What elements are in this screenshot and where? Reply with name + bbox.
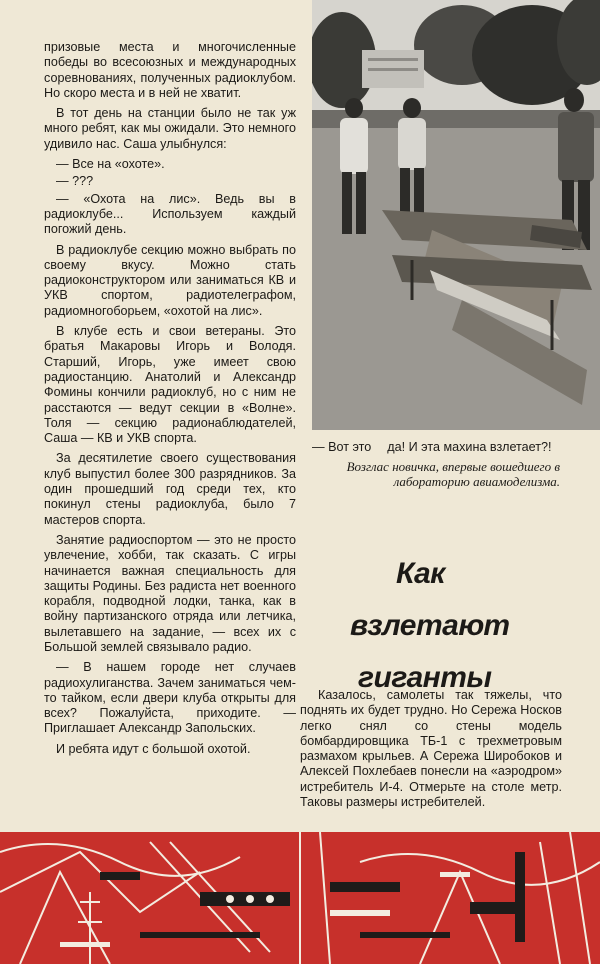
paragraph: И ребята идут с большой охотой. — [56, 741, 251, 756]
paragraph: Казалось, самолеты так тяжелы, что поднять их будет трудно. Но Сережа Носков легко снял со стены модель бомбардировщика ТБ-1 с трехметровым размахом крыльев. А Сережа Широбоков и Алексей Похлебаев понесли на «аэродром» истребитель И-4. Отмерьте на столе метр. Таковы размеры истребителей. — [300, 688, 562, 810]
quote-caption: Возглас новичка, впервые вошедшего в лабораторию авиамоделизма. — [346, 459, 560, 490]
headline-line-3: гиганты — [358, 661, 492, 694]
photo-illustration — [312, 0, 600, 430]
paragraph: За десятилетие своего существования клуб выпустил более 300 разрядников. За один прошедший год среди тех, кто покинул стены радиоклуба, было 7 мастеров спорта. — [44, 451, 296, 527]
article-headline — [330, 548, 560, 704]
quote-block — [312, 440, 560, 489]
photo-boys-with-model-aircraft — [312, 0, 600, 430]
paragraph: В тот день на станции было не так уж много ребят, как мы ожидали. Это немного удивило нас. Саша улыбнулся: — [44, 106, 296, 151]
paragraph: — В нашем городе нет случаев радиохулиганства. Зачем заниматься чем-то тайком, если двери клуба открыты для всех? Пожалуйста, приходите. — Приглашает Александр Запольских. — [44, 660, 296, 736]
paragraph: — «Охота на лис». Ведь вы в радиоклубе... Используем каждый погожий день. — [44, 191, 296, 237]
left-text-column — [44, 40, 296, 762]
paragraph: В радиоклубе секцию можно выбрать по своему вкусу. Можно стать радиоконструктором или заниматься КВ и УКВ спортом, радиотелеграфом, радиомногоборьем, «охотой на лис». — [44, 242, 296, 318]
headline-line-2: взлетают — [350, 609, 510, 642]
banner-artwork — [0, 832, 600, 964]
paragraph: — Все на «охоте». — [56, 157, 165, 172]
paragraph: — ??? — [56, 174, 94, 189]
right-text-column — [300, 688, 562, 810]
decorative-banner-illustration — [0, 832, 600, 964]
paragraph: В клубе есть и свои ветераны. Это братья Макаровы Игорь и Володя. Старший, Игорь, уже имеет свою радиостанцию. Анатолий и Александр Фомины кончили радиоклуб, но с ним не расстаются — ведут секции в «Волне». Толя — секцию радионаблюдателей, Саша — КВ и УКВ спорта. — [44, 324, 296, 446]
headline-line-1: Как — [396, 557, 445, 590]
quote-part-2: да! И эта махина взлетает?! — [387, 440, 552, 454]
paragraph: Занятие радиоспортом — это не просто увлечение, хобби, так сказать. С игры начинается важная специальность для защиты Родины. Без радиста нет военного корабля, подводной лодки, танка, как в войну партизанского отряда или летчика, вылетавшего на задание, — всех их с Большой землей связывало радио. — [44, 532, 296, 654]
quote-text — [312, 440, 560, 455]
quote-part-1: — Вот это — [312, 440, 372, 454]
paragraph: призовые места и многочисленные победы во всесоюзных и международных соревнованиях, полученных радиоклубом. Но скоро места и в ней не хватит. — [44, 40, 296, 100]
